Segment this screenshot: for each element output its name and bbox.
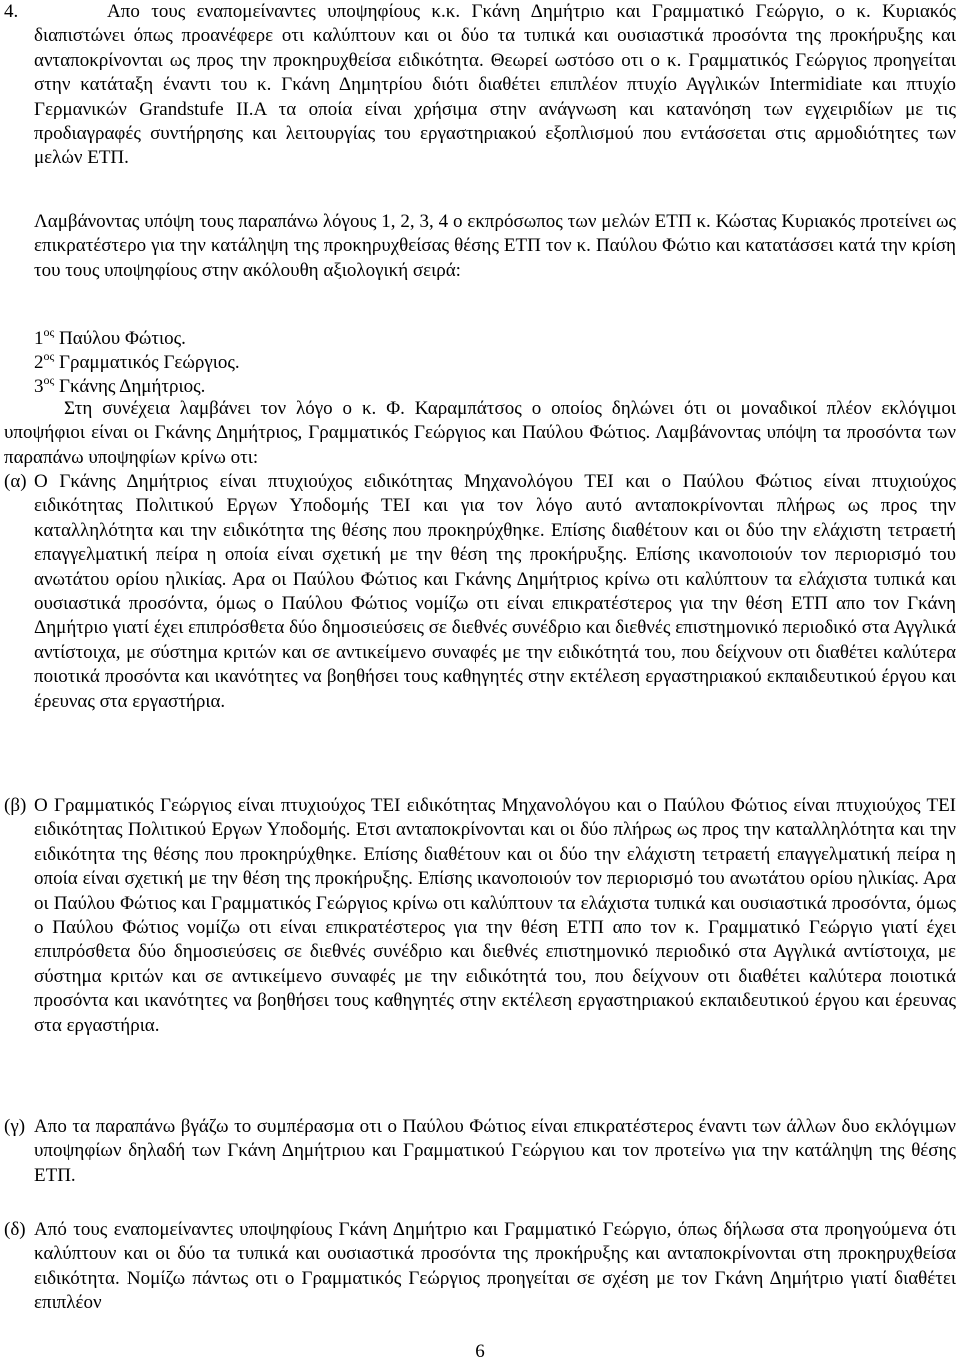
item-number: 4. — [4, 1, 19, 22]
lettered-item-c — [4, 1115, 956, 1188]
continuation-text: Στη συνέχεια λαμβάνει τον λόγο ο κ. Φ. Καραμπάτσος ο οποίος δηλώνει ότι οι μοναδικοί πλέον εκλόγιμοι υποψήφιοι είναι οι Γκάνης Δημήτριος, Γραμματικός Γεώργιος και Παύλου Φώτιος. Λαμβάνοντας υπόψη τα προσόντα των παραπάνω υποψηφίων κρίνω οτι: — [4, 398, 956, 468]
item-4-text: Απο τους εναπομείναντες υποψηφίους κ.κ. Γκάνη Δημήτριο και Γραμματικό Γεώργιο, ο κ. Κυριακός διαπιστώνει όπως προανέφερε οτι καλύπτουν και οι δύο τα τυπικά και ουσιαστικά προσόντα της προκήρυξης και ανταποκρίνονται ως προς την προκηρυχθείσα ειδικότητα. Θεωρεί ωστόσο οτι ο κ. Γραμματικός Γεώργιος προηγείται στην κατάταξη έναντι του κ. Γκάνη Δημητρίου διότι διαθέτει επιπλέον πτυχίο Αγγλικών Intermidiate και πτυχίο Γερμανικών Grandstufe II.Α τα οποία είναι χρήσιμα στην ανάγνωση και κατανόηση των εγχειριδίων με τις προδιαγραφές συντήρησης και λειτουργίας του εργαστηριακού εξοπλισμού που εντάσσεται στις αρμοδιότητες των μελών ΕΤΠ. — [34, 1, 956, 169]
item-text: Απο τα παραπάνω βγάζω το συμπέρασμα οτι ο Παύλου Φώτιος είναι επικρατέστερος έναντι των άλλων δυο εκλόγιμων υποψηφίων δηλαδή των Γκάνη Δημήτριου και Γραμματικού Γεώργιου και τον προτείνω για την κατάληψη της θέσης ΕΤΠ. — [34, 1116, 956, 1186]
item-label: (α) — [4, 471, 27, 492]
ranking-item: $2^{o\varsigma}$ Γραμματικός Γεώργιος. — [34, 349, 240, 373]
item-label: (δ) — [4, 1219, 26, 1240]
continuation-paragraph — [4, 397, 956, 470]
page-number: 6 — [475, 1341, 485, 1362]
lettered-item-a — [4, 470, 956, 714]
ranking-item: $3^{o\varsigma}$ Γκάνης Δημήτριος. — [34, 373, 206, 397]
item-text: Ο Γραμματικός Γεώργιος είναι πτυχιούχος ΤΕΙ ειδικότητας Μηχανολόγου και ο Παύλου Φώτιος είναι πτυχιούχος ΤΕΙ ειδικότητας Πολιτικού Εργων Υποδομής. Ετσι ανταποκρίνονται και οι δύο πλήρως ως προς την καταλληλότητα και την ειδικότητα της θέσης που προκηρύχθηκε. Επίσης διαθέτουν και οι δύο την ελάχιστη τετραετή επαγγελματική πείρα η οποία είναι σχετική με την θέση της προκήρυξης. Επίσης ικανοποιούν τον περιορισμό του ανωτάτου ορίου ηλικίας. Αρα οι Παύλου Φώτιος και Γραμματικός Γεώργιος κρίνω οτι καλύπτουν τα ελάχιστα τυπικά και ουσιαστικά προσόντα, όμως ο Παύλου Φώτιος νομίζω οτι είναι επικρατέστερος για την θέση ΕΤΠ απο τον κ. Γραμματικό Γεώργιο γιατί έχει επιπρόσθετα δύο δημοσιεύσεις σε διεθνές συνέδριο και διεθνές επιστημονικό περιοδικό στα Αγγλικά αντίστοιχα, με σύστημα κριτών και σε αντικείμενο συναφές με την ειδικότητά του, που δείχνουν οτι διαθέτει καλύτερα ποιοτικά προσόντα και ικανότητες να βοηθήσει τους καθηγητές στην εκτέλεση εργαστηριακού εκπαιδευτικού έργου και έρευνας στα εργαστήρια. — [34, 795, 956, 1036]
item-text: Από τους εναπομείναντες υποψηφίους Γκάνη Δημήτριο και Γραμματικό Γεώργιο, όπως δήλωσα στα προηγούμενα ότι καλύπτουν και οι δύο τα τυπικά και ουσιαστικά προσόντα της προκήρυξης και ανταποκρίνονται στη προκηρυχθείσα ειδικότητα. Νομίζω πάντως οτι ο Γραμματικός Γεώργιος προηγείται σε σχέση με τον Γκάνη Δημήτριο γιατί διαθέτει επιπλέον — [34, 1219, 956, 1314]
item-label: (β) — [4, 795, 27, 816]
item-label: (γ) — [4, 1116, 26, 1137]
ranking-item: $1^{o\varsigma}$ Παύλου Φώτιος. — [34, 325, 186, 349]
lettered-item-b — [4, 794, 956, 1038]
proposal-paragraph: Λαμβάνοντας υπόψη τους παραπάνω λόγους 1, 2, 3, 4 ο εκπρόσωπος των μελών ΕΤΠ κ. Κώστας Κυριακός προτείνει ως επικρατέστερο για την κατάληψη της προκηρυχθείσας θέσης ΕΤΠ τον κ. Παύλου Φώτιο και κατατάσσει κατά την κρίση του τους υποψηφίους στην ακόλουθη αξιολογική σειρά: — [34, 211, 956, 281]
section-item-4 — [4, 0, 956, 171]
item-text: Ο Γκάνης Δημήτριος είναι πτυχιούχος ειδικότητας Μηχανολόγου ΤΕΙ και ο Παύλου Φώτιος είναι πτυχιούχος ειδικότητας Πολιτικού Εργων Υποδομής ΤΕΙ και για τον λόγο αυτό ανταποκρίνονται πλήρως ως προς την καταλληλότητα και την ειδικότητα της θέσης που προκηρύχθηκε. Επίσης διαθέτουν και οι δύο την ελάχιστη τετραετή επαγγελματική πείρα η οποία είναι σχετική με την θέση της προκήρυξης. Επίσης ικανοποιούν τον περιορισμό του ανωτάτου ορίου ηλικίας. Αρα οι Παύλου Φώτιος και Γκάνης Δημήτριος κρίνω οτι καλύπτουν τα ελάχιστα τυπικά και ουσιαστικά προσόντα, όμως ο Παύλου Φώτιος νομίζω οτι είναι επικρατέστερος για την θέση ΕΤΠ απο τον Γκάνη Δημήτριο γιατί έχει επιπρόσθετα δύο δημοσιεύσεις σε διεθνές συνέδριο και διεθνές επιστημονικό περιοδικό στα Αγγλικά αντίστοιχα, με σύστημα κριτών και σε αντικείμενο συναφές με την ειδικότητά του, που δείχνουν οτι διαθέτει καλύτερα ποιοτικά προσόντα και ικανότητες να βοηθήσει τους καθηγητές στην εκτέλεση εργαστηριακού εκπαιδευτικού έργου και έρευνας στα εργαστήρια. — [34, 471, 956, 712]
lettered-item-d — [4, 1218, 956, 1316]
